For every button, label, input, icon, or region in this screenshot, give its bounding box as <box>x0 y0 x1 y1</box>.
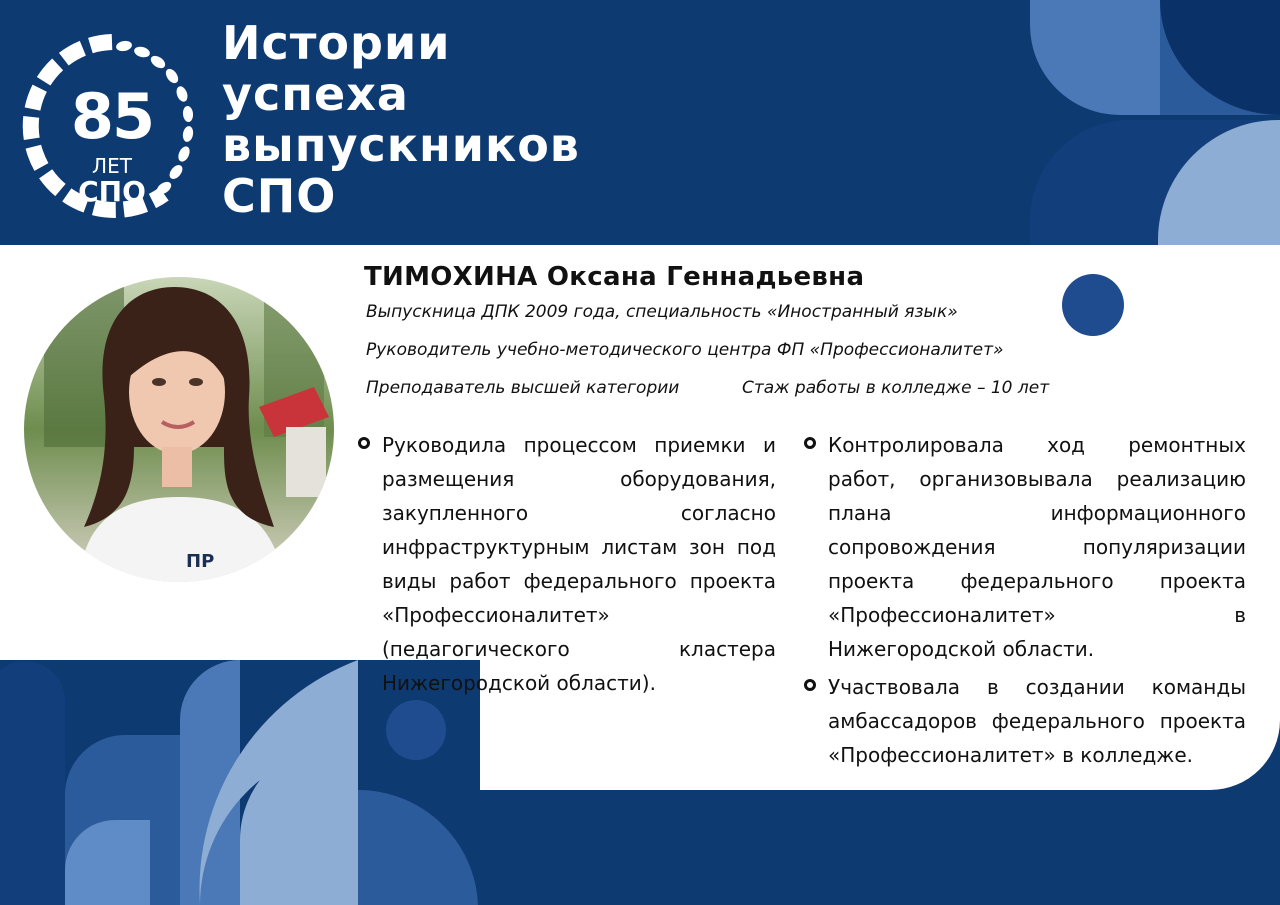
portrait-photo <box>24 277 334 582</box>
person-graduation: Выпускница ДПК 2009 года, специальность «Иностранный язык» <box>366 302 958 322</box>
svg-text:ПР: ПР <box>186 551 215 572</box>
achievements-right-column <box>802 428 1246 772</box>
achievement-text: Участвовала в создании команды амбассадоров федерального проекта «Профессионалитет» в колледже. <box>828 675 1246 767</box>
title-line-2: успеха <box>222 67 409 121</box>
list-item <box>802 670 1246 772</box>
list-item <box>802 428 1246 666</box>
bullet-circle-icon <box>804 679 816 691</box>
bullet-circle-icon <box>804 437 816 449</box>
logo-subtitle-spo: СПО <box>78 175 146 208</box>
anniversary-logo <box>14 28 210 224</box>
achievements-left-column <box>356 428 776 700</box>
logo-number: 85 <box>70 80 154 153</box>
logo-subtitle-years: ЛЕТ <box>92 154 132 178</box>
page-title <box>222 18 580 222</box>
decorative-circle <box>386 700 446 760</box>
person-position: Руководитель учебно-методического центра ФП «Профессионалитет» <box>366 340 1004 360</box>
title-line-3: выпускников <box>222 118 580 172</box>
title-line-1: Истории <box>222 16 451 70</box>
title-line-4: СПО <box>222 169 337 223</box>
person-experience: Стаж работы в колледже – 10 лет <box>742 378 1050 398</box>
bullet-circle-icon <box>358 437 370 449</box>
achievement-text: Контролировала ход ремонтных работ, организовывала реализацию плана информационного сопровождения популяризации проекта федерального проекта «Профессионалитет» в Нижегородской области. <box>828 433 1246 661</box>
person-category: Преподаватель высшей категории <box>366 378 680 398</box>
list-item <box>356 428 776 700</box>
decorative-circle <box>1062 274 1124 336</box>
person-name: ТИМОХИНА Оксана Геннадьевна <box>364 262 865 292</box>
achievement-text: Руководила процессом приемки и размещения оборудования, закупленного согласно инфраструктурным листам зон под виды работ федерального проекта «Профессионалитет» (педагогического кластера Нижегородской области). <box>382 433 776 695</box>
